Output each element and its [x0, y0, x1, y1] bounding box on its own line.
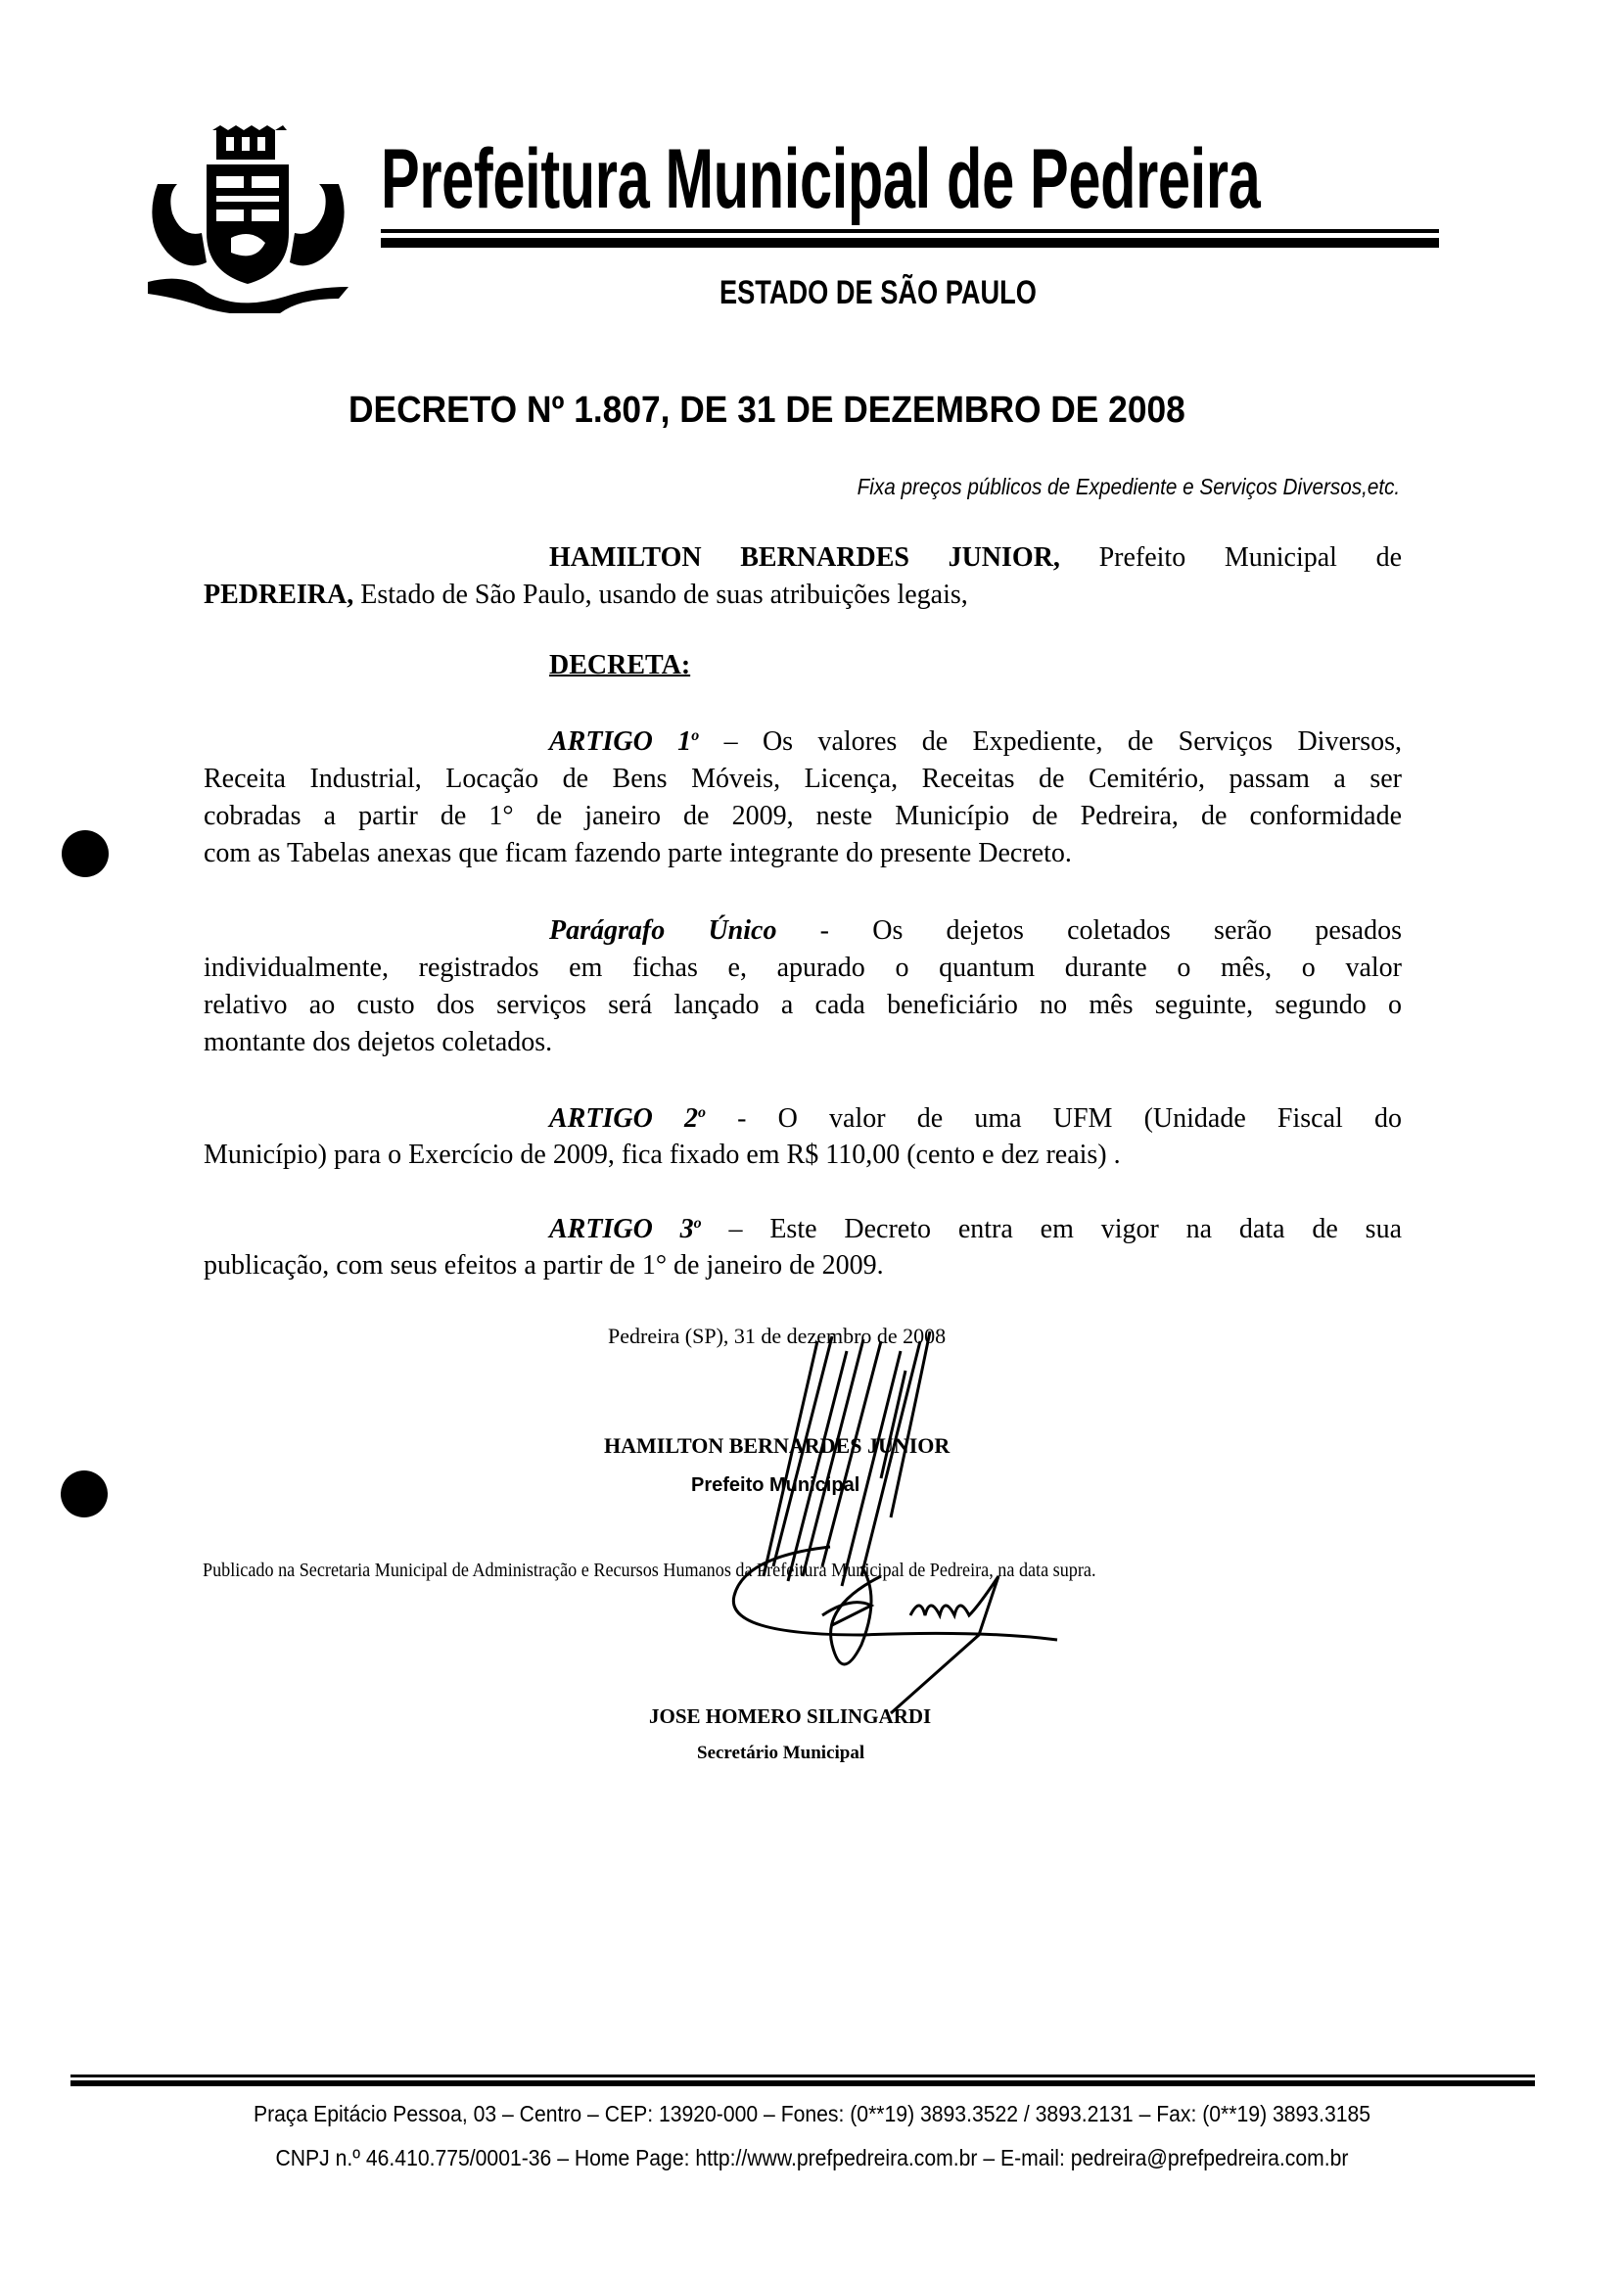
publication-note: Publicado na Secretaria Municipal de Administração e Recursos Humanos da Prefeitura Municipal de Pedreira, na data supra.: [203, 1561, 1096, 1581]
punch-hole: [61, 1470, 108, 1517]
header-rule: [381, 229, 1439, 233]
preamble-text: Estado de São Paulo, usando de suas atribuições legais,: [353, 580, 968, 610]
article-line: cobradas a partir de 1° de janeiro de 2009, neste Município de Pedreira, de conformidade: [204, 801, 1402, 831]
footer-rule: [70, 2075, 1535, 2077]
institution-title: Prefeitura Municipal de Pedreira: [381, 132, 1261, 226]
article-2: [549, 1100, 1402, 1138]
decreta-heading: DECRETA:: [549, 650, 691, 680]
article-1: [549, 723, 1402, 761]
paragraph-line: relativo ao custo dos serviços será lançado a cada beneficiário no mês seguinte, segundo o: [204, 990, 1402, 1020]
article-3: [549, 1211, 1402, 1248]
handwritten-signature-icon: [685, 1322, 1136, 1752]
ordinal: o: [691, 727, 700, 744]
ordinal: o: [697, 1104, 706, 1121]
decree-title: DECRETO Nº 1.807, DE 31 DE DEZEMBRO DE 2008: [348, 390, 1185, 431]
footer-address: Praça Epitácio Pessoa, 03 – Centro – CEP: 13920-000 – Fones: (0**19) 3893.3522 / 3893.2131 – Fax: (0**19) 3893.3185: [253, 2101, 1371, 2126]
preamble-line: [204, 577, 1402, 614]
article-label: ARTIGO 3: [549, 1214, 694, 1244]
article-line: publicação, com seus efeitos a partir de 1° de janeiro de 2009.: [204, 1250, 884, 1281]
ordinal: o: [693, 1215, 702, 1232]
punch-hole: [62, 830, 109, 877]
paragraph-line: montante dos dejetos coletados.: [204, 1027, 553, 1057]
footer-rule-thick: [70, 2080, 1535, 2086]
article-label: ARTIGO 1: [549, 726, 692, 757]
article-text: - O valor de uma UFM (Unidade Fiscal do: [705, 1103, 1402, 1134]
place-date: Pedreira (SP), 31 de dezembro de 2008: [608, 1324, 947, 1348]
state-subtitle: ESTADO DE SÃO PAULO: [719, 274, 1037, 311]
header-rule-thick: [381, 238, 1439, 248]
coat-of-arms-icon: [148, 125, 348, 313]
paragraph-unico: [549, 912, 1402, 950]
secretary-title: Secretário Municipal: [697, 1743, 865, 1763]
mayor-signature-name: HAMILTON BERNARDES JUNIOR: [604, 1433, 951, 1458]
article-text: – Este Decreto entra em vigor na data de sua: [701, 1214, 1402, 1244]
city-name: PEDREIRA,: [204, 580, 354, 610]
article-label: ARTIGO 2: [549, 1103, 698, 1134]
footer-contact: CNPJ n.º 46.410.775/0001-36 – Home Page: http://www.prefpedreira.com.br – E-mail: pedreira@prefpedreira.com.br: [275, 2145, 1349, 2170]
mayor-name: HAMILTON BERNARDES JUNIOR,: [549, 542, 1060, 573]
article-text: – Os valores de Expediente, de Serviços Diversos,: [699, 726, 1403, 757]
mayor-signature-title: Prefeito Municipal: [691, 1474, 860, 1496]
paragraph-text: - Os dejetos coletados serão pesados: [776, 915, 1402, 946]
paragraph-label: Parágrafo Único: [549, 915, 777, 946]
decree-summary: Fixa preços públicos de Expediente e Serviços Diversos,etc.: [857, 474, 1400, 499]
preamble-text: Prefeito Municipal de: [1059, 542, 1402, 573]
article-line: Município) para o Exercício de 2009, fica fixado em R$ 110,00 (cento e dez reais) .: [204, 1140, 1121, 1170]
article-line: com as Tabelas anexas que ficam fazendo parte integrante do presente Decreto.: [204, 838, 1072, 868]
paragraph-line: individualmente, registrados em fichas e, apurado o quantum durante o mês, o valor: [204, 953, 1402, 983]
preamble-line: [549, 539, 1402, 577]
secretary-name: JOSE HOMERO SILINGARDI: [649, 1704, 932, 1728]
article-line: Receita Industrial, Locação de Bens Móveis, Licença, Receitas de Cemitério, passam a ser: [204, 764, 1402, 794]
